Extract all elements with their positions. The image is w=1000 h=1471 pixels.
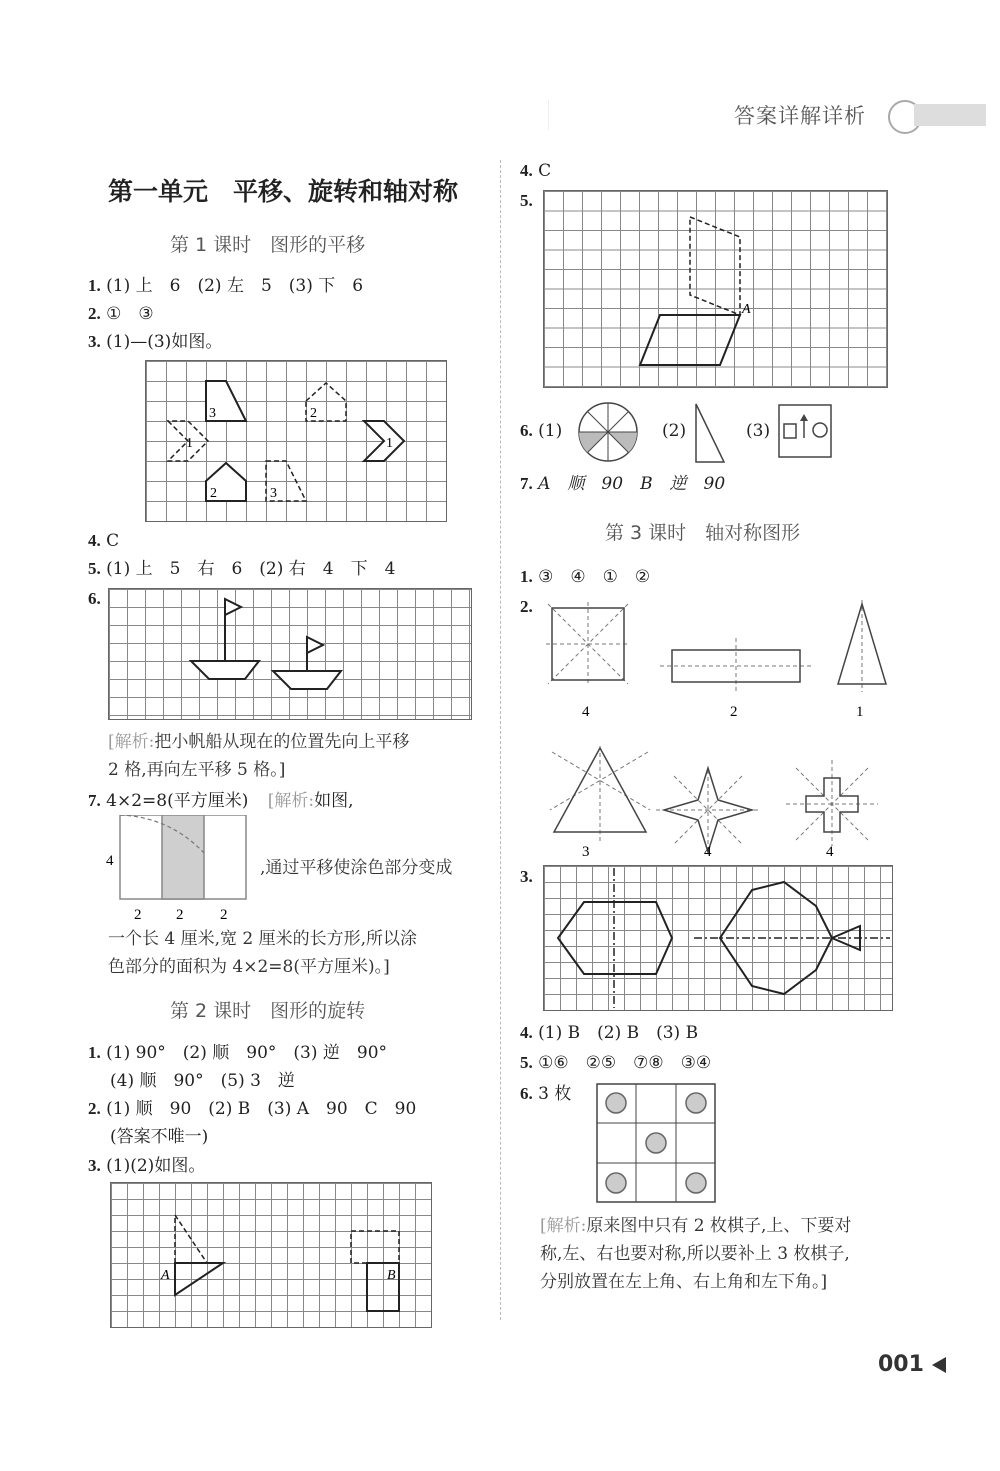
answer-text: ③ ④ ① ② [538, 567, 651, 587]
axis-count: 3 [582, 844, 590, 860]
shape-label: 2 [310, 406, 317, 421]
answer-text: (1) 上 6 (2) 左 5 (3) 下 6 [106, 276, 364, 296]
q-number: 4. [520, 161, 533, 180]
answer-text: (1) 顺 90 (2) B (3) A 90 C 90 [106, 1099, 417, 1119]
q-number: 2. [88, 1099, 101, 1118]
s3-q1 [520, 566, 650, 588]
s3-q4 [520, 1022, 698, 1044]
q-number: 6. [520, 1084, 533, 1103]
r2-q1-line2: (4) 顺 90° (5) 3 逆 [110, 1071, 295, 1091]
note-text: 如图, [314, 791, 354, 811]
rotation-grid [110, 1182, 432, 1328]
q-number: 5. [88, 559, 101, 578]
page-header [700, 98, 990, 132]
q-number: 4. [520, 1023, 533, 1042]
sailboat-shapes [109, 589, 471, 719]
header-bar [914, 104, 986, 126]
area-shapes [100, 815, 260, 925]
square-arrow-circle [778, 404, 832, 458]
note-mark: [解析: [540, 1216, 587, 1236]
q5-right [520, 190, 533, 212]
answer-text: (1)(2)如图。 [106, 1156, 206, 1176]
q6-left [88, 588, 101, 610]
q-number: 1. [520, 567, 533, 586]
header-rule [548, 100, 549, 130]
dimension-label: 2 [176, 907, 184, 923]
translation-shapes [146, 361, 446, 521]
note-mark: [解析: [267, 791, 315, 811]
note-line: 原来图中只有 2 枚棋子,上、下要对 [586, 1216, 852, 1236]
q-number: 7. [88, 791, 101, 810]
shapes-box-figure [778, 404, 832, 458]
q-number: 1. [88, 276, 101, 295]
lesson-2-title: 第 2 课时 图形的旋转 [170, 1000, 366, 1022]
q-number: 3. [88, 1156, 101, 1175]
board-grid [596, 1083, 716, 1203]
shape-label: 2 [210, 486, 217, 501]
option-b: (2) [662, 421, 687, 441]
axis-count: 1 [856, 704, 864, 720]
q7-right [520, 473, 725, 495]
circle-figure [576, 400, 640, 464]
translation-grid-q3 [145, 360, 447, 522]
s3-q5 [520, 1052, 711, 1074]
answer-text: C [538, 161, 552, 181]
answer-text: A 顺 90 B 逆 90 [538, 474, 726, 494]
note-line: 2 格,再向左平移 5 格。] [108, 760, 286, 780]
right-triangle [690, 400, 730, 466]
dimension-label: 2 [134, 907, 142, 923]
note-line: 一个长 4 厘米,宽 2 厘米的长方形,所以涂 [108, 929, 418, 949]
area-figure-q7 [100, 815, 260, 925]
dimension-label: 2 [220, 907, 228, 923]
unit-title: 第一单元 平移、旋转和轴对称 [108, 177, 459, 206]
note-s3-q6 [540, 1212, 930, 1296]
q-number: 6. [520, 421, 533, 440]
q6-right [520, 420, 562, 442]
note-line: 分别放置在左上角、右上角和左下角。] [540, 1272, 828, 1292]
q1 [88, 275, 363, 297]
shape-label: 1 [186, 436, 193, 451]
axis-count: 4 [704, 844, 712, 860]
answer-text: 3 枚 [538, 1084, 572, 1104]
answer-text: C [106, 531, 120, 551]
chess-piece [646, 1133, 666, 1153]
rotation-shapes [111, 1183, 431, 1327]
parallelogram-shapes [544, 191, 887, 387]
chess-piece [686, 1173, 706, 1193]
note-q6 [108, 728, 488, 784]
chess-piece [606, 1173, 626, 1193]
q5-left [88, 558, 395, 580]
s3-q2 [520, 596, 533, 618]
sailboat-grid [108, 588, 472, 720]
answer-text: (1) 上 5 右 6 (2) 右 4 下 4 [106, 559, 396, 579]
hexagon-fish-shapes [544, 866, 892, 1010]
note-line: 称,左、右也要对称,所以要补上 3 枚棋子, [540, 1244, 850, 1264]
sectored-circle [576, 400, 640, 464]
symmetry-shapes [540, 598, 920, 860]
s3-q6 [520, 1083, 571, 1105]
symmetry-figures [540, 598, 920, 860]
q-number: 4. [88, 531, 101, 550]
q4-left [88, 530, 119, 552]
hexagon-fish-grid [543, 865, 893, 1011]
note-line: 把小帆船从现在的位置先向上平移 [154, 732, 410, 752]
shape-label: 3 [270, 486, 277, 501]
point-label: B [387, 1268, 396, 1283]
r2-q1 [88, 1042, 387, 1064]
q2 [88, 303, 154, 325]
q-number: 1. [88, 1043, 101, 1062]
page-number-text: 001 [878, 1352, 924, 1377]
q7-side-text: ,通过平移使涂色部分变成 [260, 858, 453, 878]
axis-count: 4 [582, 704, 590, 720]
option-a: (1) [538, 421, 563, 441]
chess-piece [686, 1093, 706, 1113]
option-c: (3) [746, 421, 771, 441]
s3-q3 [520, 866, 533, 888]
axis-count: 2 [730, 704, 738, 720]
lesson-1-title: 第 1 课时 图形的平移 [170, 234, 366, 256]
header-title: 答案详解详析 [734, 104, 866, 128]
answer-text: ① ③ [106, 304, 154, 324]
chess-piece [606, 1093, 626, 1113]
q7-note-lines [108, 925, 488, 981]
note-mark: [解析: [108, 732, 155, 752]
column-divider [500, 160, 501, 1320]
note-line: 色部分的面积为 4×2=8(平方厘米)。] [108, 957, 390, 977]
q3 [88, 331, 222, 353]
answer-text: 4×2=8(平方厘米) [106, 791, 249, 811]
q-number: 5. [520, 1053, 533, 1072]
point-label: A [161, 1268, 170, 1283]
q-number: 6. [88, 589, 101, 608]
triangle-left-icon [932, 1357, 946, 1373]
page-number [878, 1352, 946, 1377]
triangle-figure [690, 400, 730, 466]
chess-board [596, 1083, 716, 1203]
dimension-label: 4 [106, 853, 114, 869]
point-label: A [742, 302, 751, 317]
q-number: 3. [520, 867, 533, 886]
shape-label: 3 [209, 406, 216, 421]
answer-text: (1) B (2) B (3) B [538, 1023, 699, 1043]
q-number: 5. [520, 191, 533, 210]
shape-label: 1 [386, 436, 393, 451]
q-number: 2. [520, 597, 533, 616]
q7-left [88, 790, 354, 812]
axis-count: 4 [826, 844, 834, 860]
q-number: 7. [520, 474, 533, 493]
q-number: 3. [88, 332, 101, 351]
r2-q3 [88, 1155, 205, 1177]
parallelogram-grid [543, 190, 888, 388]
q-number: 2. [88, 304, 101, 323]
r2-q2 [88, 1098, 416, 1120]
lesson-3-title: 第 3 课时 轴对称图形 [605, 522, 801, 544]
answer-text: ①⑥ ②⑤ ⑦⑧ ③④ [538, 1053, 712, 1073]
q4-right [520, 160, 551, 182]
answer-text: (1)—(3)如图。 [106, 332, 223, 352]
r2-q2-line2: (答案不唯一) [110, 1127, 209, 1147]
answer-text: (1) 90° (2) 顺 90° (3) 逆 90° [106, 1043, 388, 1063]
